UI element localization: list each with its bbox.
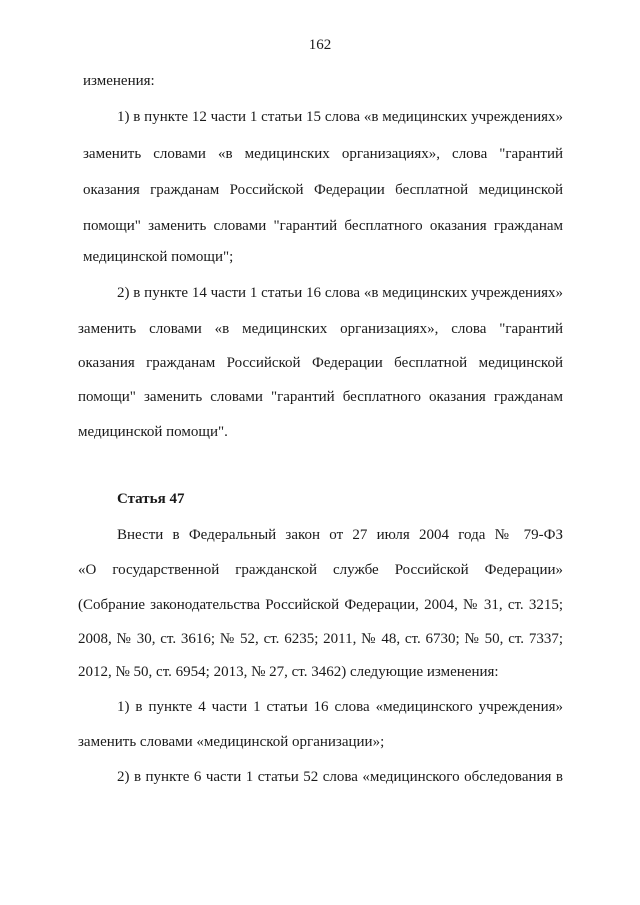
paragraph-line: 2) в пункте 14 части 1 статьи 16 слова «в медицинских учреждениях» [117,285,563,301]
intro-fragment: изменения: [83,73,155,89]
paragraph-line: (Собрание законодательства Российской Федерации, 2004, № 31, ст. 3215; [78,597,563,613]
paragraph-line: 2008, № 30, ст. 3616; № 52, ст. 6235; 2011, № 48, ст. 6730; № 50, ст. 7337; [78,631,563,647]
paragraph-line: Внести в Федеральный закон от 27 июля 2004 года № 79-ФЗ [117,527,563,543]
article-heading: Статья 47 [117,491,185,507]
page-number: 162 [308,37,332,53]
paragraph-line: заменить словами «в медицинских организациях», слова "гарантий [83,146,563,162]
paragraph-line: 1) в пункте 12 части 1 статьи 15 слова «в медицинских учреждениях» [117,109,563,125]
paragraph-line: «О государственной гражданской службе Российской Федерации» [78,562,563,578]
paragraph-line: помощи" заменить словами "гарантий бесплатного оказания гражданам [78,389,563,405]
paragraph-line: оказания гражданам Российской Федерации бесплатной медицинской [83,182,563,198]
paragraph-line: помощи" заменить словами "гарантий бесплатного оказания гражданам [83,218,563,234]
paragraph-line: заменить словами «медицинской организации»; [78,734,385,750]
paragraph-line: оказания гражданам Российской Федерации бесплатной медицинской [78,355,563,371]
paragraph-line: медицинской помощи"; [83,249,234,265]
paragraph-line: 2) в пункте 6 части 1 статьи 52 слова «медицинского обследования в [117,769,563,785]
paragraph-line: медицинской помощи". [78,424,228,440]
paragraph-line: 2012, № 50, ст. 6954; 2013, № 27, ст. 3462) следующие изменения: [78,664,499,680]
paragraph-line: заменить словами «в медицинских организациях», слова "гарантий [78,321,563,337]
paragraph-line: 1) в пункте 4 части 1 статьи 16 слова «медицинского учреждения» [117,699,563,715]
